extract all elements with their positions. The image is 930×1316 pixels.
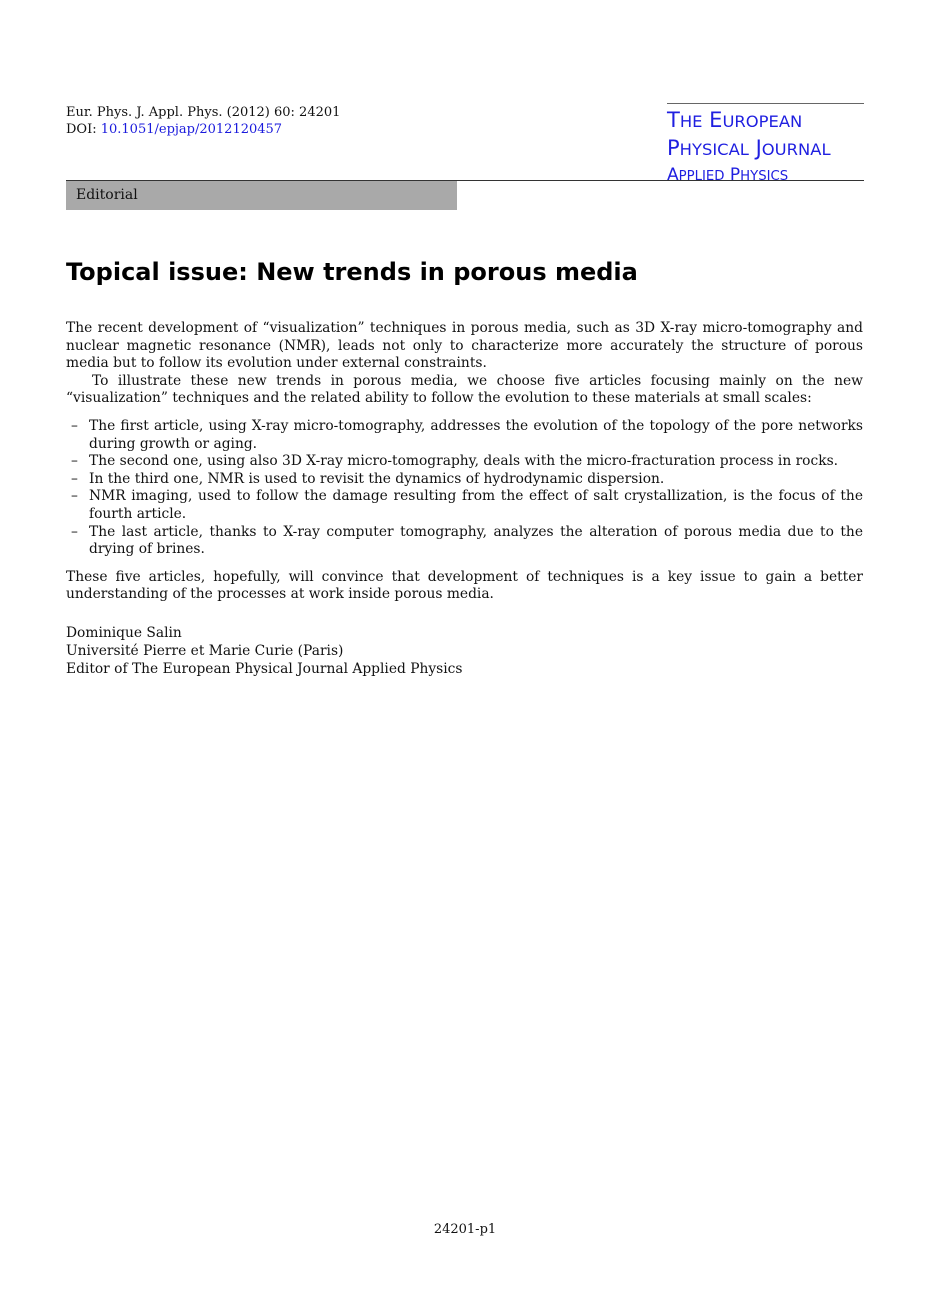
bullet-dash: – xyxy=(71,488,78,505)
doi-line xyxy=(66,121,340,138)
bullet-dash: – xyxy=(71,417,78,434)
list-item xyxy=(66,453,863,471)
paragraph-illustrate: To illustrate these new trends in porous media, we choose five articles focusing mainly on the new “visualization” techniques and the related ability to follow the evolution to these materials at small scales: xyxy=(66,372,863,407)
signature-block xyxy=(66,624,863,678)
journal-line3: APPLIED PHYSICS xyxy=(667,165,789,185)
author-affiliation: Université Pierre et Marie Curie (Paris) xyxy=(66,642,344,659)
list-item-text: In the third one, NMR is used to revisit the dynamics of hydrodynamic dispersion. xyxy=(89,470,665,487)
doi-link[interactable]: 10.1051/epjap/2012120457 xyxy=(100,122,283,137)
list-item xyxy=(66,471,863,489)
list-item-text: The last article, thanks to X-ray computer tomography, analyzes the alteration of porous media due to the drying of brines. xyxy=(89,523,863,558)
citation-text: Eur. Phys. J. Appl. Phys. (2012) 60: 24201 xyxy=(66,105,341,120)
journal-logo xyxy=(667,103,864,189)
doi-label: DOI: xyxy=(66,122,101,137)
journal-line2: PHYSICAL JOURNAL xyxy=(667,136,831,160)
page-number: 24201-p1 xyxy=(433,1222,497,1237)
paragraph-conclusion: These five articles, hopefully, will convince that development of techniques is a key issue to gain a better understanding of the processes at work inside porous media. xyxy=(66,568,863,603)
author-name: Dominique Salin xyxy=(66,624,182,641)
section-label: Editorial xyxy=(66,181,457,210)
list-item xyxy=(66,418,863,453)
article-title: Topical issue: New trends in porous media xyxy=(66,258,638,286)
list-item xyxy=(66,524,863,559)
bullet-dash: – xyxy=(71,523,78,540)
journal-line1: THE EUROPEAN xyxy=(667,108,803,132)
bullet-dash: – xyxy=(71,453,78,470)
citation-block xyxy=(66,104,340,138)
list-item xyxy=(66,488,863,523)
bullet-dash: – xyxy=(71,470,78,487)
article-body xyxy=(66,320,863,678)
paragraph-intro: The recent development of “visualization” techniques in porous media, such as 3D X-ray micro-tomography and nuclear magnetic resonance (NMR), leads not only to characterize more accurately the structure of porous media but to follow its evolution under external constraints. xyxy=(66,320,863,372)
list-item-text: NMR imaging, used to follow the damage resulting from the effect of salt crystallization, is the focus of the fourth article. xyxy=(89,488,863,522)
author-role: Editor of The European Physical Journal Applied Physics xyxy=(66,660,463,677)
article-list xyxy=(66,418,863,559)
list-item-text: The second one, using also 3D X-ray micro-tomography, deals with the micro-fracturation process in rocks. xyxy=(89,453,839,470)
list-item-text: The first article, using X-ray micro-tomography, addresses the evolution of the topology of the pore networks during growth or aging. xyxy=(89,417,863,452)
